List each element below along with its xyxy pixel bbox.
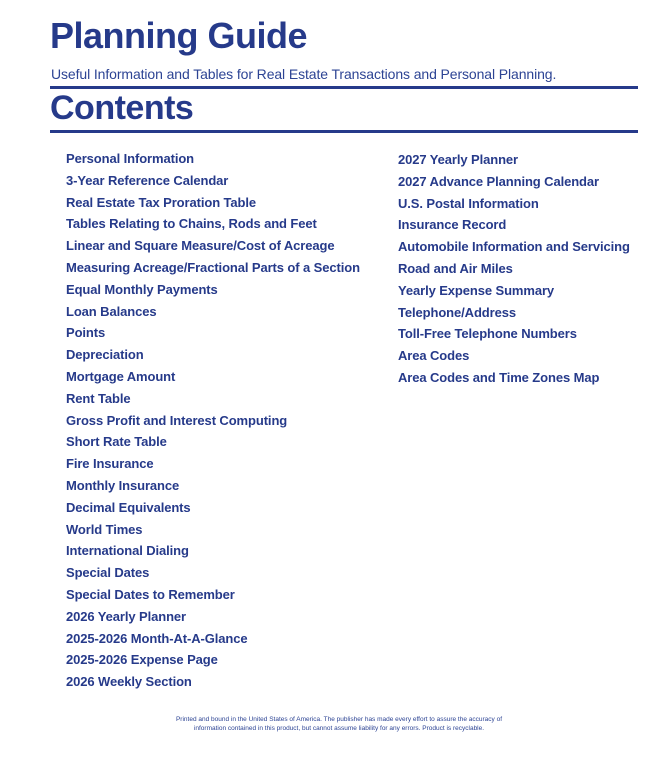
- contents-item: Fire Insurance: [66, 456, 154, 472]
- contents-item: Loan Balances: [66, 303, 157, 319]
- contents-heading: Contents: [50, 89, 194, 127]
- contents-item: Measuring Acreage/Fractional Parts of a Section: [66, 259, 360, 275]
- contents-item: 2025-2026 Expense Page: [66, 652, 218, 668]
- contents-item: Rent Table: [66, 390, 131, 406]
- contents-item: Special Dates: [66, 565, 150, 581]
- contents-item: World Times: [66, 521, 143, 537]
- contents-item: 3-Year Reference Calendar: [66, 172, 229, 188]
- contents-item: Telephone/Address: [398, 304, 516, 320]
- contents-item: Area Codes and Time Zones Map: [398, 369, 600, 385]
- contents-item: Yearly Expense Summary: [398, 282, 555, 298]
- contents-item: Insurance Record: [398, 217, 507, 233]
- contents-item: Personal Information: [66, 151, 195, 166]
- contents-item: Mortgage Amount: [66, 368, 176, 384]
- page-subtitle: Useful Information and Tables for Real Estate Transactions and Personal Planning.: [51, 66, 557, 82]
- contents-item: Decimal Equivalents: [66, 499, 191, 515]
- contents-item: Toll-Free Telephone Numbers: [398, 326, 577, 342]
- contents-item: Short Rate Table: [66, 434, 167, 450]
- footer-disclaimer: [0, 715, 658, 733]
- contents-item: Special Dates to Remember: [66, 586, 235, 602]
- contents-item: 2027 Yearly Planner: [398, 152, 519, 167]
- contents-item: 2026 Weekly Section: [66, 674, 192, 690]
- footer-line-1: Printed and bound in the United States of America. The publisher has made every effort to assure the accuracy of: [175, 716, 503, 723]
- contents-item: Area Codes: [398, 348, 470, 364]
- contents-item: 2025-2026 Month-At-A-Glance: [66, 630, 248, 646]
- contents-list-right: [398, 149, 630, 389]
- contents-item: Equal Monthly Payments: [66, 281, 218, 297]
- divider-contents: [50, 130, 638, 133]
- contents-item: International Dialing: [66, 543, 189, 559]
- contents-item: Tables Relating to Chains, Rods and Feet: [66, 216, 317, 232]
- contents-list-left: [66, 148, 360, 693]
- contents-item: Depreciation: [66, 347, 144, 363]
- contents-item: Road and Air Miles: [398, 260, 513, 276]
- contents-item: Linear and Square Measure/Cost of Acreage: [66, 238, 335, 254]
- contents-item: Real Estate Tax Proration Table: [66, 194, 257, 210]
- contents-item: Gross Profit and Interest Computing: [66, 412, 288, 428]
- contents-item: U.S. Postal Information: [398, 195, 539, 211]
- contents-item: Monthly Insurance: [66, 477, 180, 493]
- page-title: Planning Guide: [50, 15, 308, 56]
- contents-item: Points: [66, 325, 106, 341]
- contents-item: 2027 Advance Planning Calendar: [398, 173, 599, 189]
- contents-item: Automobile Information and Servicing: [398, 239, 630, 255]
- footer-line-2: information contained in this product, but cannot assume liability for any errors. Product is recyclable.: [193, 725, 485, 732]
- contents-item: 2026 Yearly Planner: [66, 608, 187, 624]
